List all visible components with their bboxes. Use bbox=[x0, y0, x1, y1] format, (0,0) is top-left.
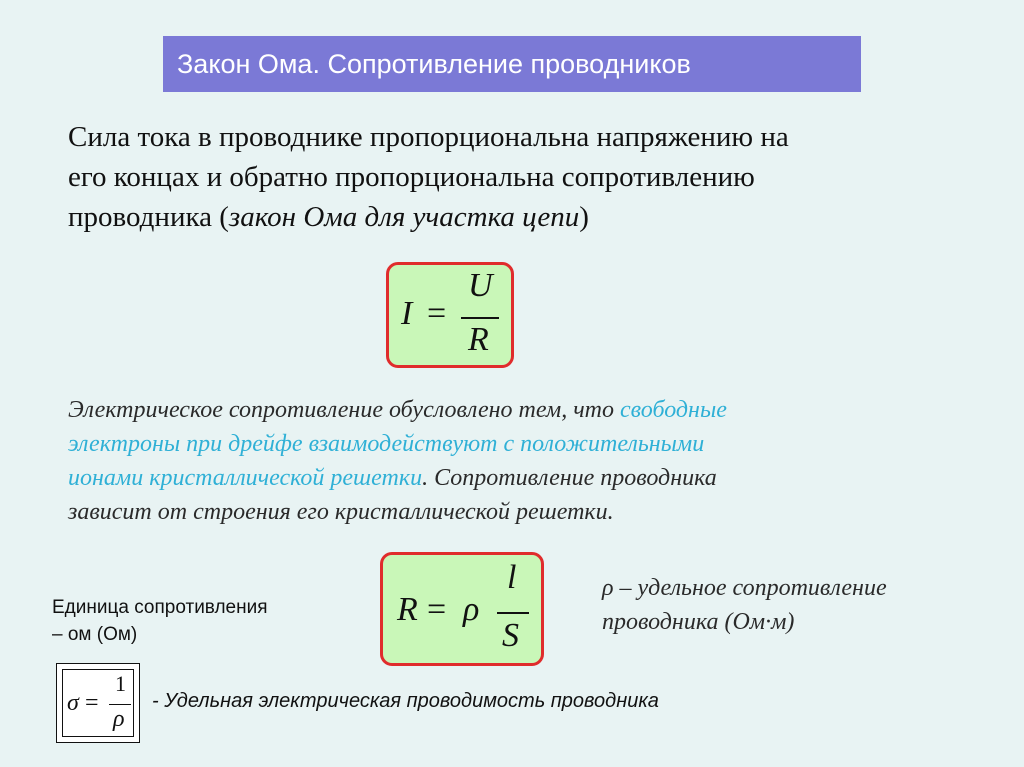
ohm-formula-box bbox=[386, 262, 514, 368]
unit-label-line-1: Единица сопротивления bbox=[52, 597, 268, 618]
conductivity-formula-lhs: σ bbox=[67, 690, 79, 716]
statement-line-3 bbox=[68, 197, 968, 237]
explanation-seg-2: свободные bbox=[620, 397, 727, 423]
resistance-formula-box bbox=[380, 552, 544, 666]
slide-title-text: Закон Ома. Сопротивление проводников bbox=[177, 48, 691, 79]
statement-line-3-italic: закон Ома для участка цепи bbox=[228, 201, 580, 233]
ohm-formula-numerator: U bbox=[468, 267, 493, 304]
ohm-formula-equals: = bbox=[427, 295, 447, 332]
ohm-law-statement bbox=[68, 117, 968, 237]
resistance-formula-numerator: l bbox=[507, 559, 517, 596]
explanation-seg-5: . Сопротивление проводника bbox=[422, 465, 717, 491]
ohm-formula-denominator: R bbox=[468, 321, 489, 358]
conductivity-fraction-bar bbox=[109, 704, 131, 705]
resistance-formula-equals: = bbox=[427, 591, 447, 628]
conductivity-formula-box bbox=[56, 663, 140, 743]
conductivity-formula-inner bbox=[62, 669, 134, 737]
resistance-formula-lhs: R bbox=[397, 591, 418, 628]
explanation-line-4: зависит от строения его кристаллической решетки. bbox=[68, 499, 614, 525]
explanation-line-1 bbox=[68, 393, 888, 427]
explanation-seg-4: ионами кристаллической решетки bbox=[68, 465, 423, 491]
slide-title bbox=[163, 36, 861, 92]
ohm-formula-lhs: I bbox=[401, 295, 413, 332]
resistivity-note-line-1: ρ – удельное сопротивление bbox=[602, 575, 887, 601]
resistance-formula-denominator: S bbox=[502, 617, 519, 654]
unit-label bbox=[52, 594, 352, 648]
explanation-line-3 bbox=[68, 461, 888, 495]
statement-line-3-end: ) bbox=[579, 201, 589, 233]
conductivity-formula-numerator: 1 bbox=[115, 671, 126, 696]
conductivity-formula-equals: = bbox=[85, 690, 99, 716]
conductivity-formula-denominator: ρ bbox=[113, 706, 125, 732]
resistivity-note-line-2: проводника (Ом·м) bbox=[602, 609, 795, 635]
resistance-explanation bbox=[68, 393, 888, 529]
explanation-seg-1: Электрическое сопротивление обусловлено тем, что bbox=[68, 397, 621, 423]
resistivity-note bbox=[602, 571, 1002, 639]
statement-line-2: его концах и обратно пропорциональна сопротивлению bbox=[68, 161, 755, 193]
explanation-line-2: электроны при дрейфе взаимодействуют с положительными bbox=[68, 431, 705, 457]
resistance-formula-rho: ρ bbox=[463, 591, 480, 628]
resistance-fraction-bar bbox=[497, 612, 529, 614]
unit-label-line-2: – ом (Ом) bbox=[52, 624, 138, 645]
statement-line-3-start: проводника ( bbox=[68, 201, 229, 233]
conductivity-description: - Удельная электрическая проводимость проводника bbox=[152, 690, 659, 712]
statement-line-1: Сила тока в проводнике пропорциональна напряжению на bbox=[68, 121, 789, 153]
ohm-fraction-bar bbox=[461, 317, 499, 319]
